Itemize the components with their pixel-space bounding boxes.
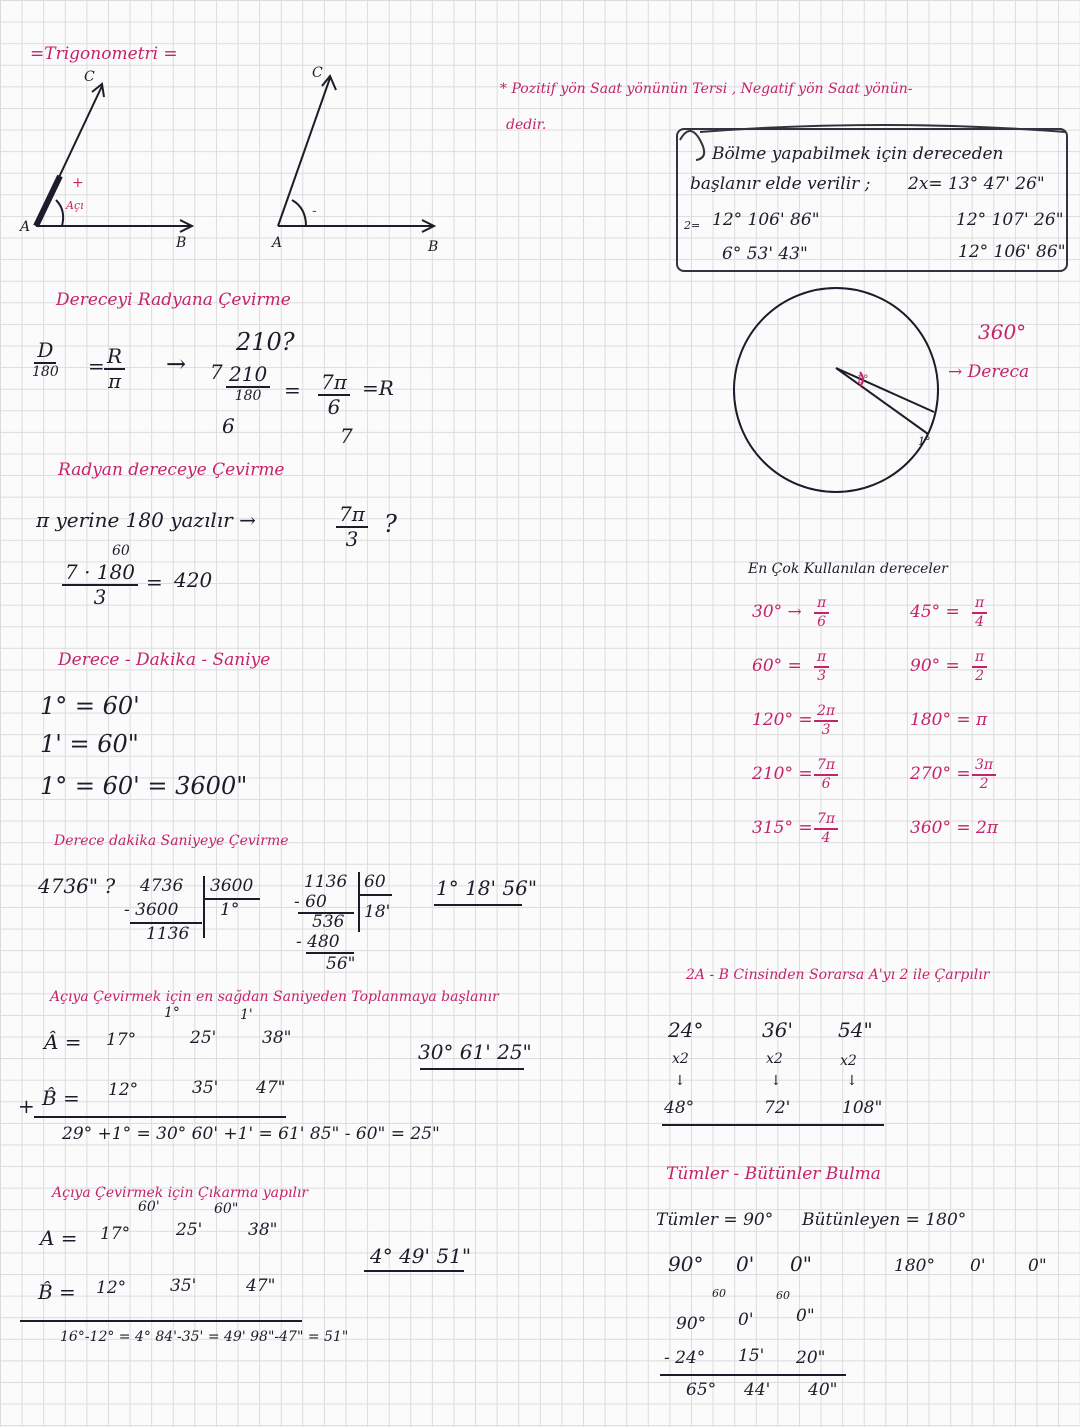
complement-result-bar (660, 1374, 846, 1376)
direction-note-line1: * Pozitif yön Saat yönünün Tersi , Negatif yön Saat yönün- (500, 81, 913, 97)
left-diagram-angle-text: Açı (66, 199, 84, 212)
subtraction-a-min: 25' (176, 1220, 203, 1240)
circle-sector-label-b: 1° (918, 435, 931, 448)
deg-to-rad-den180: 180 (234, 388, 262, 404)
radian-fraction (972, 650, 987, 683)
rad-to-deg-calc-equals: = (146, 570, 163, 594)
multiply-arrow-col1: ↓ (674, 1073, 686, 1089)
div2-divisor-bar (358, 894, 392, 896)
complement-row1-sec: 0" (790, 1252, 812, 1276)
complement-heading: Tümler - Bütünler Bulma (666, 1164, 881, 1184)
subtraction-borrow2: 60" (214, 1201, 239, 1217)
complement-row1-min: 0' (736, 1252, 755, 1276)
dms-convert-result: 1° 18' 56" (436, 876, 538, 900)
rad-to-deg-heading: Radyan dereceye Çevirme (58, 460, 285, 480)
radian-fraction (814, 758, 838, 791)
addition-b-label: B̂ = (42, 1086, 80, 1110)
degree-value: 60° = (752, 656, 802, 676)
radian-denominator: 3 (821, 721, 831, 738)
complement-row3-sec: 20" (796, 1348, 826, 1368)
rad-ratio-denominator: π (107, 369, 122, 393)
division-box-text2: başlanır elde verilir ; (690, 174, 871, 194)
radian-denominator: 6 (821, 775, 831, 792)
complement-row2-sec: 0" (796, 1306, 815, 1326)
rad-to-deg-example-den: 3 (345, 527, 359, 551)
degree-value: 90° = (910, 656, 960, 676)
multiply-arrow-col2: ↓ (770, 1073, 782, 1089)
radian-numerator: 2π (814, 704, 838, 722)
addition-sum-line: 29° +1° = 30° 60' +1' = 61' 85" - 60" = 25" (62, 1124, 440, 1144)
rad-to-deg-small-60: 60 (112, 543, 130, 559)
left-diagram-corner-letter: A (20, 219, 31, 235)
degree-value: 180° = (910, 710, 971, 730)
deg-to-rad-result-r: =R (362, 376, 394, 400)
deg-to-rad-result-num: 7π (318, 372, 350, 396)
multiply-col2: 36' (762, 1018, 793, 1042)
div2-quotient: 18' (364, 902, 391, 922)
direction-note-line2: dedir. (506, 117, 547, 133)
subtraction-a-sec: 38" (248, 1220, 278, 1240)
multiply-result2: 72' (764, 1098, 791, 1118)
div1-divisor: 3600 (210, 876, 254, 896)
multiply-result-bar (662, 1124, 884, 1126)
left-diagram-end-letter: B (176, 235, 187, 251)
radian-fraction (814, 812, 838, 845)
rad-to-deg-example-question: ? (384, 510, 397, 538)
multiply-col3: 54" (838, 1018, 873, 1042)
rad-to-deg-calc-num: 7 · 180 (62, 562, 138, 586)
complement-right-min: 0' (970, 1256, 986, 1276)
multiply-result3: 108" (842, 1098, 883, 1118)
radian-denominator: 2 (979, 775, 989, 792)
div1-remainder: 1136 (146, 924, 190, 944)
common-degrees-heading: En Çok Kullanılan dereceler (748, 561, 948, 577)
rad-to-deg-rule: π yerine 180 yazılır → (36, 508, 256, 532)
radian-numerator: 7π (814, 758, 838, 776)
dms-heading: Derece - Dakika - Saniye (58, 650, 271, 670)
subtraction-heading: Açıya Çevirmek için Çıkarma yapılır (52, 1185, 309, 1201)
left-diagram-top-letter: C (84, 69, 95, 85)
subtraction-b-sec: 47" (246, 1276, 276, 1296)
rad-ratio-numerator: R (104, 346, 125, 370)
division-box-right-row1: 12° 107' 26" (956, 210, 1064, 230)
division-box-left-row1: 12° 106' 86" (712, 210, 820, 230)
subtraction-b-deg: 12° (96, 1278, 127, 1298)
radian-numerator: π (972, 650, 987, 668)
addition-carry1: 1° (164, 1005, 180, 1021)
addition-carry2: 1' (240, 1007, 253, 1023)
complement-row4-sec: 40" (808, 1380, 838, 1400)
addition-b-deg: 12° (108, 1080, 139, 1100)
negative-angle-diagram (278, 76, 434, 232)
radian-fraction (972, 596, 987, 629)
div2-subtract2: - 480 (296, 932, 340, 952)
complement-right-sec: 0" (1028, 1256, 1047, 1276)
multiply-x2-col2: x2 (766, 1051, 783, 1067)
page-title: =Trigonometri = (30, 44, 178, 64)
multiply-x2-col1: x2 (672, 1051, 689, 1067)
multiply-result1: 48° (664, 1098, 695, 1118)
dms-line2: 1' = 60" (40, 730, 139, 758)
rad-to-deg-calc-result: 420 (174, 568, 213, 592)
left-diagram-plus-sign: + (72, 175, 84, 191)
deg-to-rad-calc-fraction (226, 364, 270, 404)
deg-to-rad-result-den: 6 (327, 395, 341, 419)
addition-result-arrow (420, 1068, 524, 1070)
radian-fraction (814, 704, 838, 737)
subtraction-b-min: 35' (170, 1276, 197, 1296)
radian-denominator: 6 (817, 613, 827, 630)
deg-to-rad-heading: Dereceyi Radyana Çevirme (56, 290, 291, 310)
deg-to-rad-seven: 7 (210, 360, 223, 384)
complement-row4-deg: 65° (686, 1380, 717, 1400)
right-diagram-top-letter: C (312, 65, 323, 81)
right-diagram-minus-sign: - (312, 203, 317, 219)
div2-vertical-bar (358, 872, 360, 932)
addition-sum-bar (34, 1116, 286, 1118)
complement-butunler: Bütünleyen = 180° (802, 1210, 967, 1230)
circle-label-degree: → Dereca (948, 362, 1030, 382)
right-diagram-end-letter: B (428, 239, 439, 255)
deg-to-rad-num210: 210 (226, 364, 270, 388)
radian-denominator: 2 (975, 667, 985, 684)
rad-to-deg-example-fraction (336, 504, 368, 550)
multiply-arrow-col3: ↓ (846, 1073, 858, 1089)
complement-borrow1: 60 (712, 1287, 726, 1300)
addition-plus-sign: + (18, 1094, 35, 1118)
division-box-prefix: 2= (684, 219, 701, 232)
div2-remainder1: 536 (312, 912, 345, 932)
right-diagram-corner-letter: A (272, 235, 283, 251)
division-box-equation: 2x= 13° 47' 26" (908, 174, 1045, 194)
div1-quotient: 1° (220, 900, 240, 920)
degree-value: 270° = (910, 764, 971, 784)
deg-ratio-numerator: D (34, 340, 56, 364)
rad-to-deg-calc-fraction (62, 562, 138, 608)
deg-ratio-denominator: 180 (32, 364, 59, 380)
multiply-col1: 24° (668, 1018, 704, 1042)
div1-subtract: - 3600 (124, 900, 179, 920)
addition-a-deg: 17° (106, 1030, 137, 1050)
degree-circle-drawing (734, 288, 938, 492)
rad-to-deg-calc-den: 3 (93, 585, 107, 609)
complement-right-deg: 180° (894, 1256, 935, 1276)
subtraction-borrow1: 60' (138, 1199, 160, 1215)
circle-sector-label-a: 1° (856, 373, 869, 386)
addition-b-sec: 47" (256, 1078, 286, 1098)
complement-borrow2: 60 (776, 1289, 790, 1302)
subtraction-diff-bar (20, 1320, 302, 1322)
complement-row2-min: 0' (738, 1310, 754, 1330)
complement-row3-min: 15' (738, 1346, 765, 1366)
division-box-right-row2: 12° 106' 86" (958, 242, 1066, 262)
subtraction-result-arrow (364, 1270, 464, 1272)
addition-result: 30° 61' 25" (418, 1040, 532, 1064)
division-box-text1: Bölme yapabilmek için dereceden (712, 144, 1004, 164)
complement-row4-min: 44' (744, 1380, 771, 1400)
deg-to-rad-eq2: = (284, 378, 301, 402)
div2-remainder2: 56" (326, 954, 356, 974)
complement-row1-deg: 90° (668, 1252, 704, 1276)
degree-value: 210° = (752, 764, 813, 784)
dms-convert-heading: Derece dakika Saniyeye Çevirme (54, 833, 289, 849)
addition-a-sec: 38" (262, 1028, 292, 1048)
rad-to-deg-example-num: 7π (336, 504, 368, 528)
degree-value: 120° = (752, 710, 813, 730)
deg-to-rad-question: 210? (236, 328, 295, 356)
rad-ratio-fraction (104, 346, 125, 392)
div1-dividend: 4736 (140, 876, 184, 896)
subtraction-a-label: A = (40, 1226, 78, 1250)
addition-a-label: Â = (44, 1030, 82, 1054)
deg-ratio-equals: = (88, 354, 105, 378)
radian-denominator: 4 (975, 613, 985, 630)
radian-fraction (972, 758, 996, 791)
complement-tumler: Tümler = 90° (656, 1210, 774, 1230)
div2-subtract: - 60 (294, 892, 327, 912)
dms-convert-question: 4736" ? (38, 874, 116, 898)
radian-numerator: π (814, 596, 829, 614)
positive-angle-diagram (36, 84, 192, 232)
complement-row3-deg: - 24° (664, 1348, 706, 1368)
division-box-left-row2: 6° 53' 43" (722, 244, 808, 264)
radian-value: 2π (976, 818, 998, 838)
dms-line3: 1° = 60' = 3600" (40, 772, 248, 800)
subtraction-result: 4° 49' 51" (370, 1244, 472, 1268)
radian-numerator: 3π (972, 758, 996, 776)
div2-divisor: 60 (364, 872, 386, 892)
subtraction-a-deg: 17° (100, 1224, 131, 1244)
addition-a-min: 25' (190, 1028, 217, 1048)
subtraction-diff-line: 16°-12° = 4° 84'-35' = 49' 98"-47" = 51" (60, 1329, 349, 1345)
addition-b-min: 35' (192, 1078, 219, 1098)
degree-value: 45° = (910, 602, 960, 622)
radian-denominator: 3 (817, 667, 827, 684)
subtraction-b-label: B̂ = (38, 1280, 76, 1304)
multiply-x2-col3: x2 (840, 1053, 857, 1069)
radian-denominator: 4 (821, 829, 831, 846)
radian-numerator: π (972, 596, 987, 614)
degree-value: 360° = (910, 818, 971, 838)
radian-numerator: π (814, 650, 829, 668)
radian-fraction (814, 650, 829, 683)
addition-heading: Açıya Çevirmek için en sağdan Saniyeden Toplanmaya başlanır (50, 989, 499, 1005)
radian-fraction (814, 596, 829, 629)
deg-ratio-fraction (32, 340, 59, 380)
deg-to-rad-result-fraction (318, 372, 350, 418)
deg-to-rad-six: 6 (222, 414, 235, 438)
div1-vertical-bar (203, 876, 205, 938)
radian-numerator: 7π (814, 812, 838, 830)
deg-to-rad-small-seven: 7 (340, 424, 353, 448)
dms-convert-result-arrow (434, 904, 522, 906)
multiply-heading: 2A - B Cinsinden Sorarsa A'yı 2 ile Çarpılır (686, 967, 990, 983)
complement-row2-deg: 90° (676, 1314, 707, 1334)
circle-label-360: 360° (978, 320, 1027, 344)
div2-dividend: 1136 (304, 872, 348, 892)
degree-value: 30° → (752, 602, 802, 622)
dms-line1: 1° = 60' (40, 692, 140, 720)
deg-to-rad-arrow: → (166, 350, 187, 378)
degree-value: 315° = (752, 818, 813, 838)
radian-value: π (976, 710, 988, 730)
